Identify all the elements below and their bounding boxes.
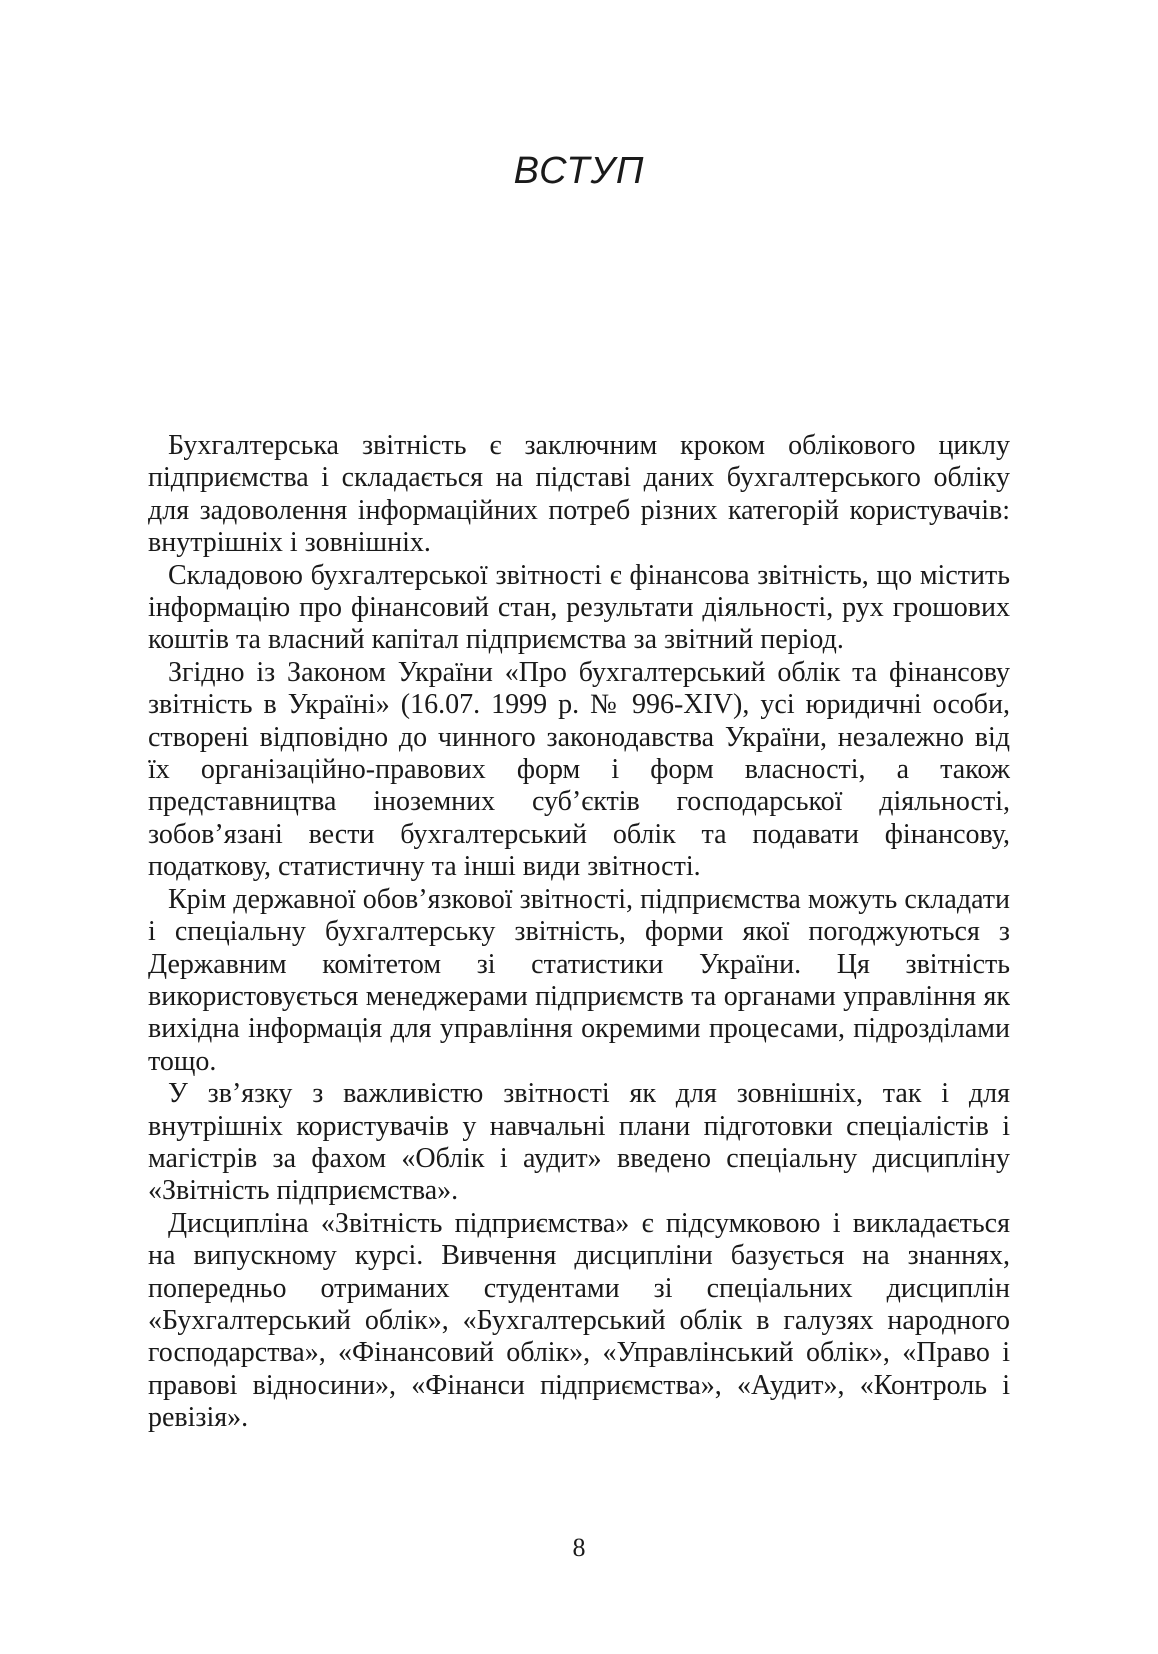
paragraph-4: Крім державної обов’язкової звітності, підприємства можуть складати і спеціальну бухгалтерську звітність, форми якої погоджуються з Державним комітетом зі статистики України. Ця звітність використовується менеджерами підприємств та органами управління як вихідна інформація для управління окремими процесами, підрозділами тощо. bbox=[148, 883, 1010, 1077]
paragraph-5: У зв’язку з важливістю звітності як для зовнішніх, так і для внутрішніх користувачів у навчальні плани підготовки спеціалістів і магістрів за фахом «Облік і аудит» введено спеціальну дисципліну «Звітність підприємства». bbox=[148, 1078, 1010, 1207]
paragraph-1: Бухгалтерська звітність є заключним кроком облікового циклу підприємства і складається на підставі даних бухгалтерського обліку для задоволення інформаційних потреб різних категорій користувачів: внутрішніх і зовнішніх. bbox=[148, 430, 1010, 559]
paragraph-6: Дисципліна «Звітність підприємства» є підсумковою і викладається на випускному курсі. Вивчення дисципліни базується на знаннях, попередньо отриманих студентами зі спеціальних дисциплін «Бухгалтерський облік», «Бухгалтерський облік в галузях народного господарства», «Фінансовий облік», «Управлінський облік», «Право і правові відносини», «Фінанси підприємства», «Аудит», «Контроль і ревізія». bbox=[148, 1207, 1010, 1434]
page-title: ВСТУП bbox=[513, 150, 645, 192]
body-text bbox=[148, 430, 1010, 1435]
paragraph-2: Складовою бухгалтерської звітності є фінансова звітність, що містить інформацію про фінансовий стан, результати діяльності, рух грошових коштів та власний капітал підприємства за звітний період. bbox=[148, 559, 1010, 656]
page-number: 8 bbox=[572, 1533, 586, 1562]
paragraph-3: Згідно із Законом України «Про бухгалтерський облік та фінансову звітність в Україні» (16.07. 1999 р. № 996-XIV), усі юридичні особи, створені відповідно до чинного законодавства України, незалежно від їх організаційно-правових форм і форм власності, а також представництва іноземних суб’єктів господарської діяльності, зобов’язані вести бухгалтерський облік та подавати фінансову, податкову, статистичну та інші види звітності. bbox=[148, 656, 1010, 883]
